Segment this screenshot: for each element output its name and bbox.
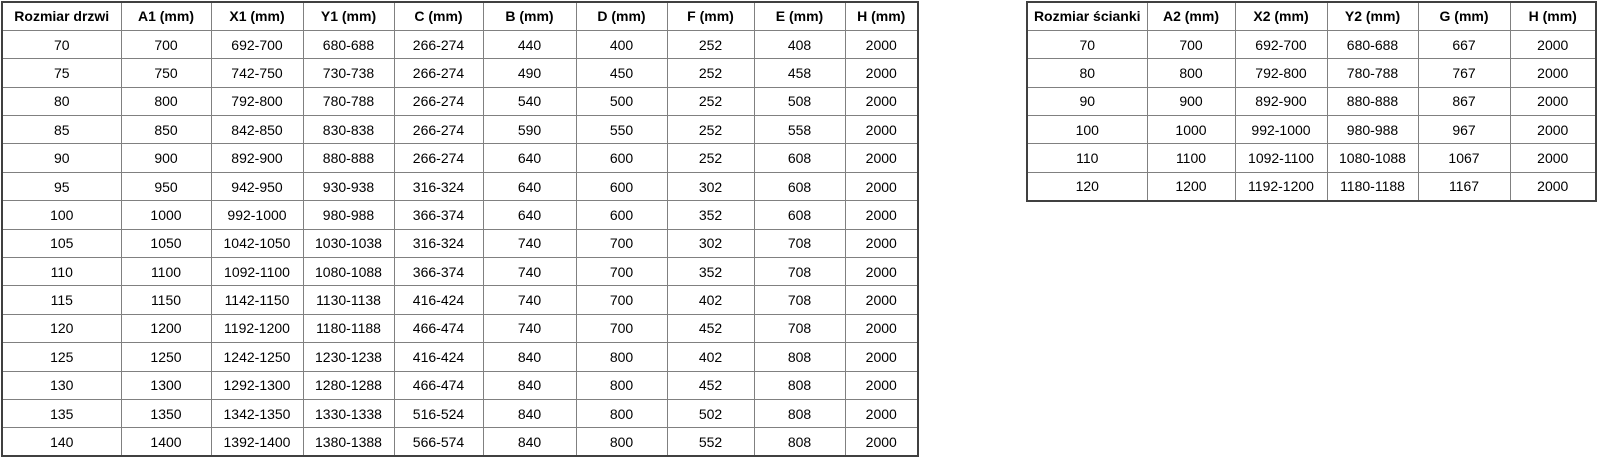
table-cell: 1242-1250 [211, 343, 303, 371]
table-cell: 2000 [845, 399, 918, 427]
table-cell: 2000 [1510, 116, 1596, 144]
table-cell: 700 [576, 229, 667, 257]
table-cell: 700 [576, 314, 667, 342]
table-row [2, 343, 918, 371]
table-cell: 900 [121, 144, 211, 172]
table-row [2, 399, 918, 427]
table-cell: 740 [483, 229, 576, 257]
column-header: X2 (mm) [1235, 2, 1327, 30]
table-cell: 550 [576, 116, 667, 144]
table-cell: 980-988 [303, 201, 394, 229]
table-cell: 266-274 [394, 144, 483, 172]
column-header: E (mm) [754, 2, 845, 30]
table-cell: 1300 [121, 371, 211, 399]
table-row [2, 116, 918, 144]
table-cell: 708 [754, 314, 845, 342]
column-header: Rozmiar drzwi [2, 2, 121, 30]
table-cell: 458 [754, 59, 845, 87]
table-cell: 800 [121, 87, 211, 115]
table-cell: 1067 [1418, 144, 1510, 172]
table-cell: 120 [2, 314, 121, 342]
table-cell: 2000 [1510, 144, 1596, 172]
table-cell: 508 [754, 87, 845, 115]
table-row [1027, 172, 1596, 200]
table-row [2, 314, 918, 342]
table-cell: 708 [754, 229, 845, 257]
table-row [1027, 59, 1596, 87]
table-cell: 590 [483, 116, 576, 144]
table-cell: 1092-1100 [1235, 144, 1327, 172]
table-cell: 608 [754, 201, 845, 229]
table-cell: 780-788 [1327, 59, 1418, 87]
table-cell: 700 [576, 286, 667, 314]
table-cell: 2000 [1510, 59, 1596, 87]
table-cell: 366-374 [394, 258, 483, 286]
table-row [2, 30, 918, 58]
table-cell: 2000 [845, 172, 918, 200]
door-dimensions-table [1, 1, 919, 457]
table-cell: 1050 [121, 229, 211, 257]
table-cell: 352 [667, 201, 754, 229]
table-cell: 2000 [845, 258, 918, 286]
table-cell: 85 [2, 116, 121, 144]
table-cell: 808 [754, 343, 845, 371]
table-cell: 1192-1200 [211, 314, 303, 342]
table-cell: 2000 [1510, 172, 1596, 200]
table-row [1027, 87, 1596, 115]
table-cell: 502 [667, 399, 754, 427]
table-row [2, 229, 918, 257]
table-cell: 135 [2, 399, 121, 427]
table-cell: 100 [1027, 116, 1147, 144]
table-cell: 880-888 [303, 144, 394, 172]
table-cell: 115 [2, 286, 121, 314]
table-cell: 600 [576, 172, 667, 200]
table-cell: 892-900 [1235, 87, 1327, 115]
table-cell: 1000 [121, 201, 211, 229]
column-header: Rozmiar ścianki [1027, 2, 1147, 30]
table-cell: 80 [1027, 59, 1147, 87]
table-cell: 2000 [845, 343, 918, 371]
table-cell: 2000 [845, 314, 918, 342]
table-cell: 452 [667, 371, 754, 399]
table-cell: 692-700 [1235, 30, 1327, 58]
table-cell: 808 [754, 371, 845, 399]
table-cell: 1080-1088 [303, 258, 394, 286]
table-cell: 266-274 [394, 59, 483, 87]
table-row [2, 428, 918, 456]
table-cell: 880-888 [1327, 87, 1418, 115]
table-cell: 125 [2, 343, 121, 371]
table-cell: 1100 [1147, 144, 1235, 172]
table-cell: 266-274 [394, 30, 483, 58]
table-cell: 2000 [845, 428, 918, 456]
table-cell: 2000 [845, 201, 918, 229]
table-row [2, 59, 918, 87]
table-cell: 780-788 [303, 87, 394, 115]
table-cell: 1250 [121, 343, 211, 371]
table-cell: 120 [1027, 172, 1147, 200]
table-cell: 750 [121, 59, 211, 87]
table-cell: 1042-1050 [211, 229, 303, 257]
table-row [2, 144, 918, 172]
table-cell: 740 [483, 258, 576, 286]
header-row [1027, 2, 1596, 30]
table-cell: 1400 [121, 428, 211, 456]
table-cell: 1142-1150 [211, 286, 303, 314]
table-cell: 252 [667, 59, 754, 87]
table-cell: 792-800 [211, 87, 303, 115]
table-cell: 708 [754, 258, 845, 286]
table-cell: 950 [121, 172, 211, 200]
table-cell: 252 [667, 30, 754, 58]
header-row [2, 2, 918, 30]
table-cell: 840 [483, 399, 576, 427]
table-cell: 640 [483, 144, 576, 172]
table-cell: 302 [667, 172, 754, 200]
column-header: X1 (mm) [211, 2, 303, 30]
table-cell: 967 [1418, 116, 1510, 144]
table-cell: 1080-1088 [1327, 144, 1418, 172]
column-header: Y2 (mm) [1327, 2, 1418, 30]
table-cell: 992-1000 [1235, 116, 1327, 144]
table-cell: 266-274 [394, 116, 483, 144]
table-cell: 402 [667, 286, 754, 314]
column-header: Y1 (mm) [303, 2, 394, 30]
table-cell: 2000 [845, 229, 918, 257]
table-cell: 70 [2, 30, 121, 58]
table-cell: 552 [667, 428, 754, 456]
table-cell: 2000 [845, 59, 918, 87]
table-cell: 2000 [845, 30, 918, 58]
wall-table-header [1027, 2, 1596, 30]
table-cell: 1380-1388 [303, 428, 394, 456]
table-cell: 2000 [845, 144, 918, 172]
table-cell: 700 [576, 258, 667, 286]
table-cell: 830-838 [303, 116, 394, 144]
table-cell: 608 [754, 172, 845, 200]
table-cell: 867 [1418, 87, 1510, 115]
table-cell: 316-324 [394, 172, 483, 200]
table-row [1027, 144, 1596, 172]
table-cell: 566-574 [394, 428, 483, 456]
table-cell: 252 [667, 144, 754, 172]
table-cell: 1200 [121, 314, 211, 342]
table-cell: 700 [121, 30, 211, 58]
table-row [2, 286, 918, 314]
table-cell: 466-474 [394, 314, 483, 342]
table-cell: 680-688 [303, 30, 394, 58]
table-cell: 110 [1027, 144, 1147, 172]
table-cell: 892-900 [211, 144, 303, 172]
table-cell: 930-938 [303, 172, 394, 200]
table-row [2, 87, 918, 115]
table-cell: 640 [483, 172, 576, 200]
table-cell: 100 [2, 201, 121, 229]
table-cell: 708 [754, 286, 845, 314]
table-cell: 1130-1138 [303, 286, 394, 314]
table-cell: 840 [483, 343, 576, 371]
table-cell: 302 [667, 229, 754, 257]
table-cell: 366-374 [394, 201, 483, 229]
table-cell: 90 [1027, 87, 1147, 115]
column-header: B (mm) [483, 2, 576, 30]
table-cell: 416-424 [394, 343, 483, 371]
table-cell: 516-524 [394, 399, 483, 427]
table-cell: 2000 [845, 87, 918, 115]
table-cell: 1192-1200 [1235, 172, 1327, 200]
column-header: H (mm) [845, 2, 918, 30]
table-cell: 1167 [1418, 172, 1510, 200]
table-cell: 130 [2, 371, 121, 399]
table-cell: 850 [121, 116, 211, 144]
table-cell: 540 [483, 87, 576, 115]
table-cell: 70 [1027, 30, 1147, 58]
table-cell: 992-1000 [211, 201, 303, 229]
table-cell: 75 [2, 59, 121, 87]
table-cell: 800 [1147, 59, 1235, 87]
table-row [1027, 30, 1596, 58]
table-cell: 452 [667, 314, 754, 342]
table-row [2, 201, 918, 229]
table-cell: 2000 [845, 371, 918, 399]
table-cell: 800 [576, 343, 667, 371]
table-cell: 800 [576, 399, 667, 427]
table-cell: 490 [483, 59, 576, 87]
table-cell: 466-474 [394, 371, 483, 399]
table-cell: 608 [754, 144, 845, 172]
table-cell: 980-988 [1327, 116, 1418, 144]
column-header: A2 (mm) [1147, 2, 1235, 30]
table-cell: 95 [2, 172, 121, 200]
table-cell: 800 [576, 428, 667, 456]
table-cell: 730-738 [303, 59, 394, 87]
table-cell: 1092-1100 [211, 258, 303, 286]
table-cell: 408 [754, 30, 845, 58]
table-cell: 450 [576, 59, 667, 87]
table-cell: 2000 [1510, 87, 1596, 115]
table-cell: 942-950 [211, 172, 303, 200]
table-cell: 800 [576, 371, 667, 399]
table-cell: 640 [483, 201, 576, 229]
table-cell: 416-424 [394, 286, 483, 314]
table-cell: 105 [2, 229, 121, 257]
table-cell: 440 [483, 30, 576, 58]
column-header: H (mm) [1510, 2, 1596, 30]
door-table-body [2, 30, 918, 456]
column-header: C (mm) [394, 2, 483, 30]
table-cell: 1292-1300 [211, 371, 303, 399]
table-cell: 558 [754, 116, 845, 144]
table-cell: 500 [576, 87, 667, 115]
table-cell: 2000 [845, 116, 918, 144]
table-cell: 808 [754, 428, 845, 456]
table-cell: 352 [667, 258, 754, 286]
table-cell: 316-324 [394, 229, 483, 257]
table-cell: 1280-1288 [303, 371, 394, 399]
table-cell: 1330-1338 [303, 399, 394, 427]
table-cell: 1030-1038 [303, 229, 394, 257]
table-cell: 2000 [845, 286, 918, 314]
table-cell: 700 [1147, 30, 1235, 58]
column-header: D (mm) [576, 2, 667, 30]
table-cell: 680-688 [1327, 30, 1418, 58]
wall-dimensions-table [1026, 1, 1597, 202]
table-cell: 2000 [1510, 30, 1596, 58]
table-cell: 1392-1400 [211, 428, 303, 456]
column-header: G (mm) [1418, 2, 1510, 30]
table-cell: 740 [483, 286, 576, 314]
table-cell: 1180-1188 [303, 314, 394, 342]
table-cell: 252 [667, 87, 754, 115]
table-cell: 842-850 [211, 116, 303, 144]
table-cell: 740 [483, 314, 576, 342]
table-cell: 840 [483, 371, 576, 399]
table-cell: 840 [483, 428, 576, 456]
table-row [2, 258, 918, 286]
column-header: A1 (mm) [121, 2, 211, 30]
table-cell: 402 [667, 343, 754, 371]
table-cell: 1150 [121, 286, 211, 314]
door-table-header [2, 2, 918, 30]
table-cell: 600 [576, 201, 667, 229]
table-cell: 1230-1238 [303, 343, 394, 371]
table-cell: 252 [667, 116, 754, 144]
table-cell: 1200 [1147, 172, 1235, 200]
table-cell: 600 [576, 144, 667, 172]
column-header: F (mm) [667, 2, 754, 30]
wall-table-body [1027, 30, 1596, 200]
table-cell: 400 [576, 30, 667, 58]
table-cell: 667 [1418, 30, 1510, 58]
table-cell: 1000 [1147, 116, 1235, 144]
table-cell: 140 [2, 428, 121, 456]
table-cell: 266-274 [394, 87, 483, 115]
table-cell: 90 [2, 144, 121, 172]
table-cell: 692-700 [211, 30, 303, 58]
table-row [2, 371, 918, 399]
table-cell: 767 [1418, 59, 1510, 87]
table-cell: 900 [1147, 87, 1235, 115]
table-cell: 808 [754, 399, 845, 427]
table-row [1027, 116, 1596, 144]
table-cell: 80 [2, 87, 121, 115]
table-cell: 1350 [121, 399, 211, 427]
table-cell: 1180-1188 [1327, 172, 1418, 200]
table-cell: 792-800 [1235, 59, 1327, 87]
table-cell: 1342-1350 [211, 399, 303, 427]
table-cell: 742-750 [211, 59, 303, 87]
table-row [2, 172, 918, 200]
table-cell: 1100 [121, 258, 211, 286]
table-cell: 110 [2, 258, 121, 286]
